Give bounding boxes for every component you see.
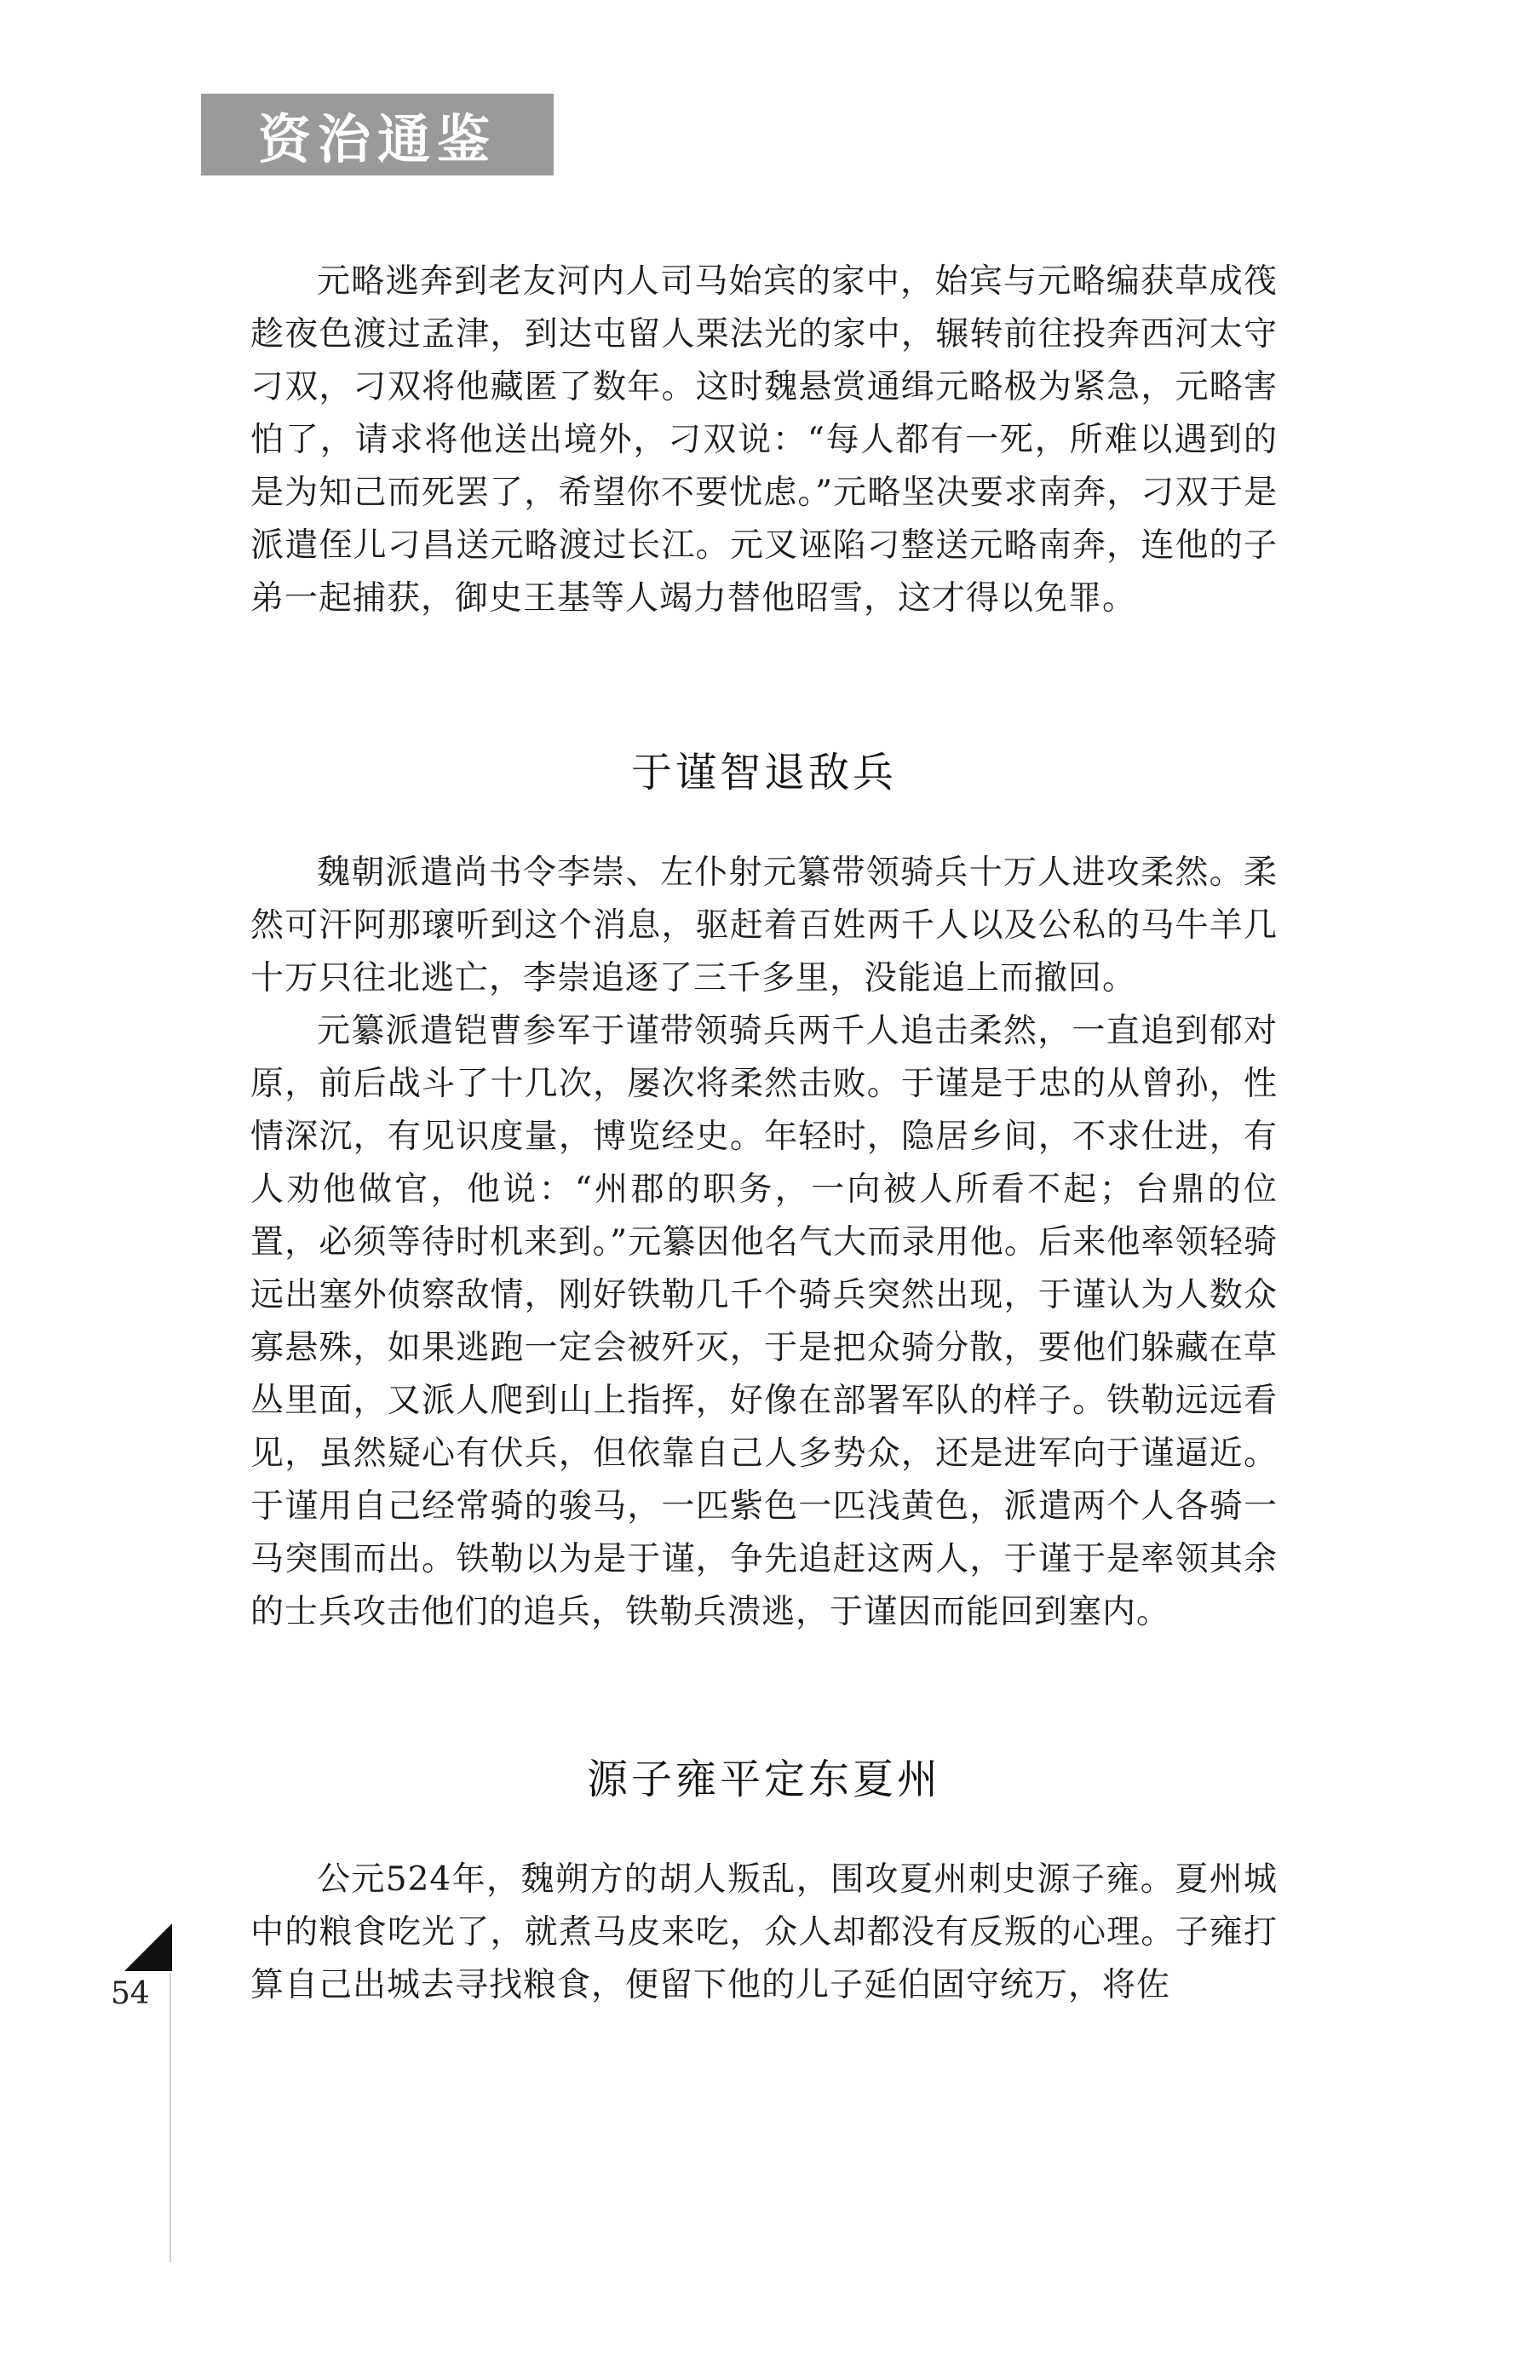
paragraph: 元略逃奔到老友河内人司马始宾的家中，始宾与元略编获草成筏趁夜色渡过孟津，到达屯留人栗法光的家中，辗转前往投奔西河太守刁双，刁双将他藏匿了数年。这时魏悬赏通缉元略极为紧急，元略害怕了，请求将他送出境外，刁双说：“每人都有一死，所难以遇到的是为知己而死罢了，希望你不要忧虑。”元略坚决要求南奔，刁双于是派遣侄儿刁昌送元略渡过长江。元叉诬陷刁整送元略南奔，连他的子弟一起捕获，御史王基等人竭力替他昭雪，这才得以免罪。 [250, 262, 1278, 618]
paragraph: 元纂派遣铠曹参军于谨带领骑兵两千人追击柔然，一直追到郁对原，前后战斗了十几次，屡次将柔然击败。于谨是于忠的从曾孙，性情深沉，有见识度量，博览经史。年轻时，隐居乡间，不求仕进，有人劝他做官，他说：“州郡的职务，一向被人所看不起；台鼎的位置，必须等待时机来到。”元纂因他名气大而录用他。后来他率领轻骑远出塞外侦察敌情，刚好铁勒几千个骑兵突然出现，于谨认为人数众寡悬殊，如果逃跑一定会被歼灭，于是把众骑分散，要他们躲藏在草丛里面，又派人爬到山上指挥，好像在部署军队的样子。铁勒远远看见，虽然疑心有伏兵，但依靠自己人多势众，还是进军向于谨逼近。于谨用自己经常骑的骏马，一匹紫色一匹浅黄色，派遣两个人各骑一马突围而出。铁勒以为是于谨，争先追赶这两人，于谨于是率领其余的士兵攻击他们的追兵，铁勒兵溃逃，于谨因而能回到塞内。 [250, 1012, 1278, 1631]
margin-rule [170, 1973, 171, 2262]
book-title: 资治通鉴 [257, 107, 497, 170]
section-1-body [250, 256, 1278, 625]
paragraph: 魏朝派遣尚书令李崇、左仆射元纂带领骑兵十万人进攻柔然。柔然可汗阿那瓌听到这个消息，驱赶着百姓两千人以及公私的马牛羊几十万只往北逃亡，李崇追逐了三千多里，没能追上而撤回。 [250, 854, 1278, 997]
section-3-body [250, 1854, 1278, 2012]
paragraph: 公元524年，魏朔方的胡人叛乱，围攻夏州刺史源子雍。夏州城中的粮食吃光了，就煮马皮来吃，众人却都没有反叛的心理。子雍打算自己出城去寻找粮食，便留下他的儿子延伯固守统万，将佐 [250, 1860, 1278, 2004]
section-title: 源子雍平定东夏州 [586, 1756, 941, 1803]
section-2-body [250, 847, 1278, 1639]
page-number: 54 [111, 1976, 150, 2011]
book-title-banner [201, 94, 554, 175]
section-title: 于谨智退敌兵 [630, 749, 897, 796]
page-corner-triangle [124, 1923, 172, 1971]
